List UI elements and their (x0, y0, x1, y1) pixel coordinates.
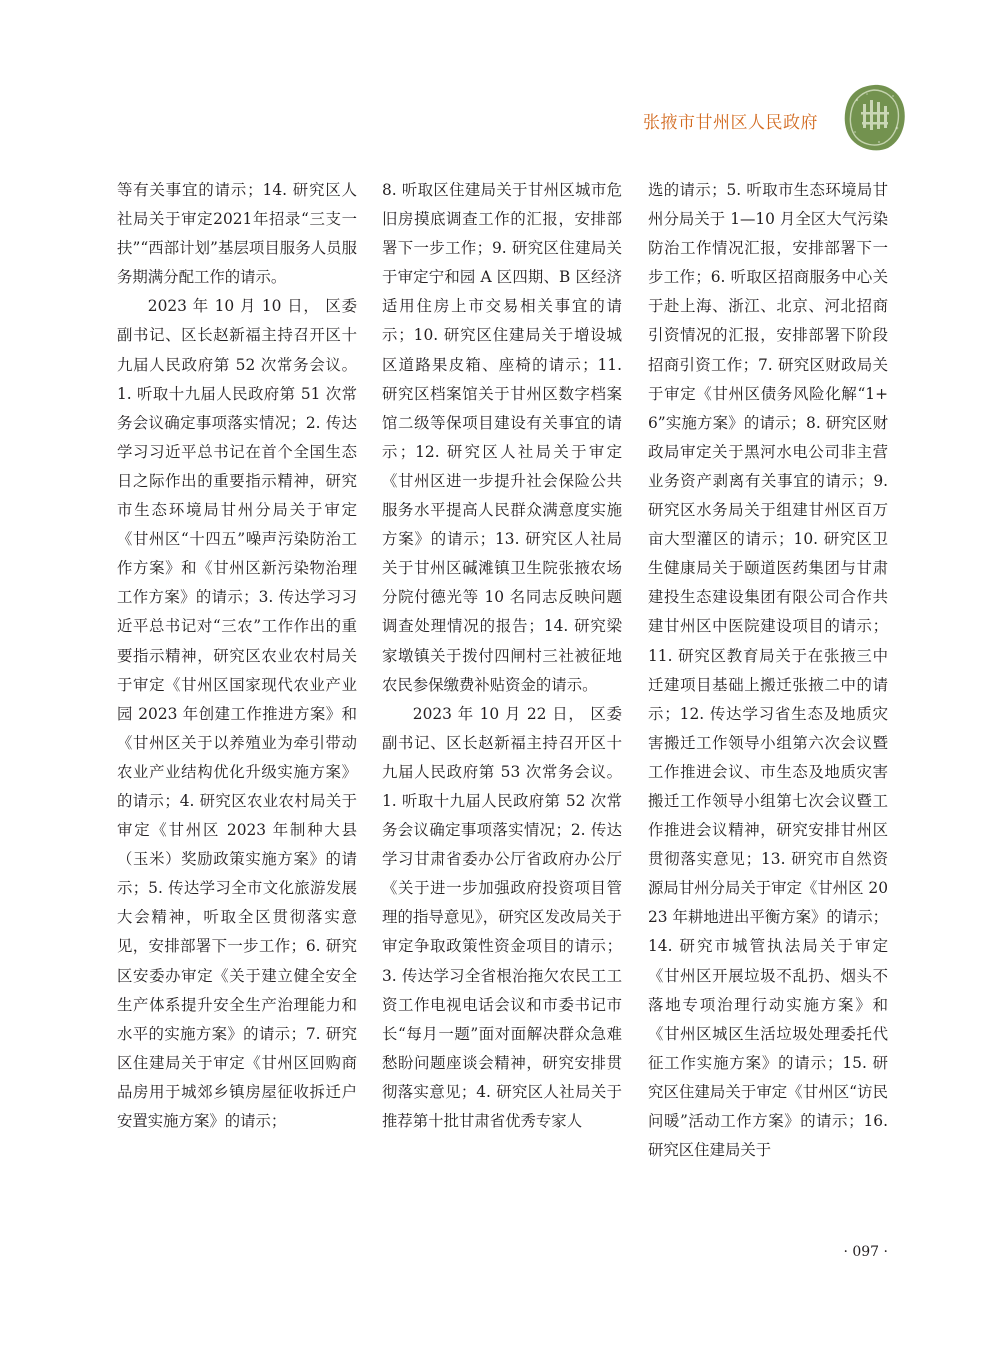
paragraph: 2023 年 10 月 10 日， 区委副书记、区长赵新福主持召开区十九届人民政府第 52 次常务会议。1. 听取十九届人民政府第 51 次常务会议确定事项落实情况；2. 传达学习习近平总书记在首个全国生态日之际作出的重要指示精神，研究市生态环境局甘州分局关于审定《甘州区“十四五”噪声污染防治工作方案》和《甘州区新污染物治理工作方案》的请示；3. 传达学习习近平总书记对“三农”工作作出的重要指示精神，研究区农业农村局关于审定《甘州区国家现代农业产业园 2023 年创建工作推进方案》和《甘州区关于以养殖业为牵引带动农业产业结构优化升级实施方案》的请示；4. 研究区农业农村局关于审定《甘州区 2023 年制种大县（玉米）奖励政策实施方案》的请示；5. 传达学习全市文化旅游发展大会精神，听取全区贯彻落实意见，安排部署下一步工作；6. 研究区安委办审定《关于建立健全安全生产体系提升安全生产治理能力和水平的实施方案》的请示；7. 研究区住建局关于审定《甘州区回购商品房用于城郊乡镇房屋征收拆迁户安置实施方案》的请示； (117, 297, 357, 1130)
text-column-1 (117, 176, 357, 1136)
page-number: · 097 · (843, 1244, 888, 1260)
paragraph: 8. 听取区住建局关于甘州区城市危旧房摸底调查工作的汇报，安排部署下一步工作；9. 研究区住建局关于审定宁和园 A 区四期、B 区经济适用住房上市交易相关事宜的请示；10. 研究区住建局关于增设城区道路果皮箱、座椅的请示；11. 研究区档案馆关于甘州区数字档案馆二级等保项目建设有关事宜的请示；12. 研究区人社局关于审定《甘州区进一步提升社会保险公共服务水平提高人民群众满意度实施方案》的请示；13. 研究区人社局关于甘州区碱滩镇卫生院张掖农场分院付德光等 10 名同志反映问题调查处理情况的报告；14. 研究梁家墩镇关于拨付四闸村三社被征地农民参保缴费补贴资金的请示。 (382, 181, 622, 694)
paragraph: 等有关事宜的请示；14. 研究区人社局关于审定2021年招录“三支一扶”“西部计划”基层项目服务人员服务期满分配工作的请示。 (117, 181, 357, 287)
text-column-2 (382, 176, 622, 1136)
seal-icon (843, 82, 907, 152)
header-title: 张掖市甘州区人民政府 (643, 113, 818, 133)
text-column-3 (648, 176, 888, 1165)
paragraph: 2023 年 10 月 22 日， 区委副书记、区长赵新福主持召开区十九届人民政府第 53 次常务会议。1. 听取十九届人民政府第 52 次常务会议确定事项落实情况；2. 传达学习甘肃省委办公厅省政府办公厅《关于进一步加强政府投资项目管理的指导意见》，研究区发改局关于审定争取政策性资金项目的请示；3. 传达学习全省根治拖欠农民工工资工作电视电话会议和市委书记市长“每月一题”面对面解决群众急难愁盼问题座谈会精神，研究安排贯彻落实意见；4. 研究区人社局关于推荐第十批甘肃省优秀专家人 (382, 704, 622, 1130)
paragraph: 选的请示；5. 听取市生态环境局甘州分局关于 1—10 月全区大气污染防治工作情况汇报，安排部署下一步工作；6. 听取区招商服务中心关于赴上海、浙江、北京、河北招商引资情况的汇报，安排部署下阶段招商引资工作；7. 研究区财政局关于审定《甘州区债务风险化解“1+6”实施方案》的请示；8. 研究区财政局审定关于黑河水电公司非主营业务资产剥离有关事宜的请示；9. 研究区水务局关于组建甘州区百万亩大型灌区的请示；10. 研究区卫生健康局关于颐道医药集团与甘肃建投生态建设集团有限公司合作共建甘州区中医院建设项目的请示；11. 研究区教育局关于在张掖三中迁建项目基础上搬迁张掖二中的请示；12. 传达学习省生态及地质灾害搬迁工作领导小组第六次会议暨工作推进会议、市生态及地质灾害搬迁工作领导小组第七次会议暨工作推进会议精神，研究安排甘州区贯彻落实意见；13. 研究市自然资源局甘州分局关于审定《甘州区 2023 年耕地进出平衡方案》的请示；14. 研究市城管执法局关于审定《甘州区开展垃圾不乱扔、烟头不落地专项治理行动实施方案》和《甘州区城区生活垃圾处理委托代征工作实施方案》的请示；15. 研究区住建局关于审定《甘州区“访民问暖”活动工作方案》的请示；16. 研究区住建局关于 (648, 181, 888, 1160)
